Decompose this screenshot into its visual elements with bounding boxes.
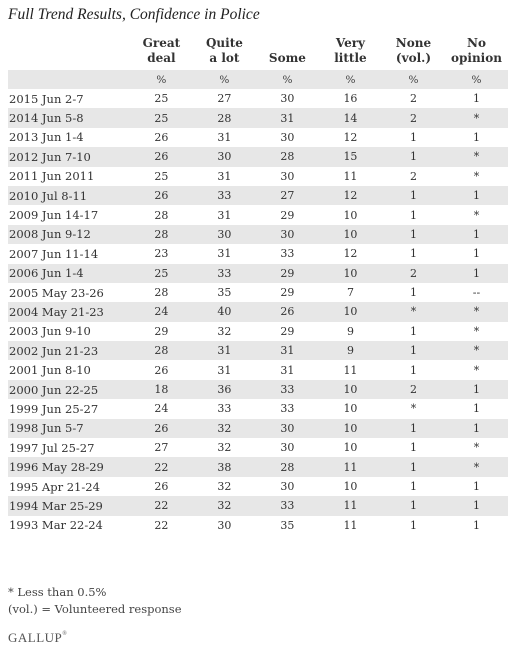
row-value-cell: 1	[409, 286, 417, 300]
row-value-cell: 1	[409, 324, 417, 338]
row-value-cell: 29	[256, 264, 319, 283]
row-value-cell: 10	[343, 480, 358, 493]
row-value-cell: 31	[217, 247, 232, 261]
row-date-label: 2004 May 21-23	[8, 302, 130, 321]
row-value-cell: 11	[343, 169, 358, 183]
table-row	[8, 89, 508, 108]
row-value-cell: 10	[343, 208, 358, 222]
header-no-opinion	[445, 36, 508, 70]
table-row	[8, 225, 508, 244]
row-value-cell: 29	[154, 324, 169, 338]
row-date-label: 2013 Jun 1-4	[9, 130, 84, 145]
row-value-cell: 1	[472, 92, 480, 106]
row-value-cell: 30	[280, 130, 295, 144]
row-value-cell: 1	[472, 518, 480, 532]
table-row	[8, 322, 508, 341]
row-value-cell: 1	[382, 225, 445, 244]
row-value-cell: 1	[472, 247, 480, 261]
row-value-cell: 28	[130, 225, 193, 244]
row-value-cell: 1	[409, 247, 417, 261]
row-value-cell: 26	[130, 419, 193, 438]
row-value-cell: 26	[154, 480, 169, 493]
row-date-label: 2012 Jun 7-10	[8, 147, 130, 166]
row-value-cell: 40	[193, 302, 256, 321]
row-value-cell: 1	[472, 480, 480, 493]
row-date-label: 2015 Jun 2-7	[9, 91, 84, 106]
header-line1: Great	[142, 36, 181, 50]
row-value-cell: 30	[217, 518, 232, 532]
row-value-cell: 22	[130, 496, 193, 515]
table-row	[8, 108, 508, 127]
row-value-cell: *	[445, 341, 508, 360]
row-value-cell: *	[445, 302, 508, 321]
row-value-cell: 24	[154, 402, 169, 416]
row-value-cell: 26	[154, 363, 169, 377]
row-value-cell: 1	[382, 496, 445, 515]
row-value-cell: 33	[280, 402, 295, 416]
row-value-cell: 9	[319, 341, 382, 360]
row-value-cell: 1	[409, 130, 417, 144]
row-value-cell: 33	[256, 380, 319, 399]
row-value-cell: 24	[130, 302, 193, 321]
row-date-label: 1994 Mar 25-29	[8, 496, 130, 515]
row-value-cell: 10	[319, 419, 382, 438]
row-value-cell: 1	[382, 147, 445, 166]
row-date-label: 2010 Jul 8-11	[8, 186, 130, 205]
row-value-cell: 38	[193, 457, 256, 476]
row-value-cell: 25	[130, 264, 193, 283]
row-value-cell: 30	[280, 92, 295, 106]
row-value-cell: 15	[319, 147, 382, 166]
row-value-cell: 31	[217, 363, 232, 377]
row-date-label: 2001 Jun 8-10	[9, 363, 91, 378]
row-value-cell: 33	[256, 496, 319, 515]
units-cell: %	[130, 70, 193, 89]
row-value-cell: *	[382, 302, 445, 321]
row-date-label: 2007 Jun 11-14	[9, 246, 99, 261]
row-value-cell: 26	[130, 147, 193, 166]
row-value-cell: *	[445, 147, 508, 166]
row-value-cell: 12	[319, 186, 382, 205]
row-value-cell: 2	[409, 92, 417, 106]
row-value-cell: 31	[280, 363, 295, 377]
row-value-cell: 28	[130, 341, 193, 360]
table-row	[8, 128, 508, 147]
row-value-cell: 1	[409, 518, 417, 532]
table-row	[8, 399, 508, 418]
header-very-little	[319, 36, 382, 70]
table-row	[8, 147, 508, 166]
row-value-cell: 33	[193, 264, 256, 283]
row-value-cell: --	[472, 286, 481, 300]
header-line2: opinion	[451, 51, 502, 65]
row-value-cell: 27	[256, 186, 319, 205]
row-value-cell: 31	[217, 208, 232, 222]
row-value-cell: 12	[343, 247, 358, 261]
row-value-cell: 28	[256, 457, 319, 476]
row-value-cell: 23	[154, 247, 169, 261]
row-value-cell: *	[410, 402, 417, 416]
row-value-cell: 10	[319, 225, 382, 244]
header-label-blank	[8, 36, 130, 70]
row-value-cell: 25	[130, 108, 193, 127]
row-date-label: 1995 Apr 21-24	[9, 479, 100, 494]
row-value-cell: 11	[319, 457, 382, 476]
row-value-cell: *	[445, 457, 508, 476]
row-value-cell: 16	[343, 92, 358, 106]
row-value-cell: 11	[319, 496, 382, 515]
units-cell	[8, 70, 130, 89]
table-row	[8, 496, 508, 515]
table-title: Full Trend Results, Confidence in Police	[8, 6, 260, 23]
table-row	[8, 438, 508, 457]
row-value-cell: 30	[280, 441, 295, 455]
footnote-less-than: * Less than 0.5%	[8, 585, 107, 599]
row-value-cell: 14	[319, 108, 382, 127]
row-value-cell: 26	[130, 186, 193, 205]
row-value-cell: 1	[445, 380, 508, 399]
header-line2: Some	[268, 51, 306, 65]
header-line2: deal	[147, 51, 176, 65]
row-value-cell: 30	[256, 419, 319, 438]
table-header	[8, 36, 508, 70]
row-value-cell: 28	[154, 208, 169, 222]
footnote-volunteered: (vol.) = Volunteered response	[8, 602, 182, 616]
header-row	[8, 36, 508, 70]
row-value-cell: 27	[154, 441, 169, 455]
units-cell: %	[193, 70, 256, 89]
header-great-deal	[130, 36, 193, 70]
header-line1: None	[395, 36, 432, 50]
row-value-cell: *	[473, 441, 480, 455]
row-value-cell: 18	[130, 380, 193, 399]
row-value-cell: 36	[193, 380, 256, 399]
row-value-cell: 11	[343, 518, 358, 532]
row-date-label: 2005 May 23-26	[9, 285, 104, 300]
table-row	[8, 244, 508, 263]
row-date-label: 2000 Jun 22-25	[8, 380, 130, 399]
row-value-cell: 25	[154, 92, 169, 106]
header-none-vol	[382, 36, 445, 70]
row-value-cell: 1	[382, 186, 445, 205]
row-value-cell: 22	[154, 518, 169, 532]
row-date-label: 1998 Jun 5-7	[8, 419, 130, 438]
row-value-cell: 26	[256, 302, 319, 321]
row-value-cell: 30	[256, 225, 319, 244]
row-value-cell: 10	[319, 264, 382, 283]
row-value-cell: 1	[409, 208, 417, 222]
table-row	[8, 380, 508, 399]
row-value-cell: 1	[382, 341, 445, 360]
logo-text: GALLUP	[8, 630, 63, 645]
row-value-cell: 2	[382, 108, 445, 127]
row-date-label: 2006 Jun 1-4	[8, 264, 130, 283]
units-cell: %	[445, 70, 508, 89]
header-line1: Quite	[205, 36, 243, 50]
row-value-cell: 33	[217, 402, 232, 416]
row-value-cell: 26	[154, 130, 169, 144]
table-row	[8, 283, 508, 302]
units-cell: %	[382, 70, 445, 89]
row-value-cell: 29	[280, 286, 295, 300]
header-line2: a lot	[209, 51, 240, 65]
row-value-cell: 1	[409, 480, 417, 493]
header-line1: No	[466, 36, 486, 50]
row-value-cell: 28	[154, 286, 169, 300]
row-value-cell: 30	[193, 225, 256, 244]
row-value-cell: 25	[154, 169, 169, 183]
row-value-cell: 31	[256, 108, 319, 127]
row-value-cell: 31	[256, 341, 319, 360]
row-value-cell: *	[473, 169, 480, 183]
row-value-cell: 1	[472, 402, 480, 416]
row-value-cell: *	[445, 108, 508, 127]
row-value-cell: 1	[409, 363, 417, 377]
row-value-cell: 1	[409, 441, 417, 455]
row-value-cell: 1	[382, 457, 445, 476]
table-row	[8, 477, 508, 496]
row-value-cell: 9	[346, 324, 354, 338]
units-cell: %	[256, 70, 319, 89]
row-value-cell: 28	[193, 108, 256, 127]
row-date-label: 1997 Jul 25-27	[9, 440, 95, 455]
registered-mark: ®	[62, 631, 68, 637]
units-row	[8, 70, 508, 89]
row-value-cell: 32	[193, 496, 256, 515]
row-value-cell: 1	[472, 130, 480, 144]
table-row	[8, 302, 508, 321]
footnotes	[8, 584, 182, 618]
table-body	[8, 70, 508, 535]
row-value-cell: 1	[445, 496, 508, 515]
row-date-label: 2009 Jun 14-17	[9, 208, 99, 223]
row-value-cell: 30	[280, 480, 295, 493]
row-value-cell: 10	[343, 402, 358, 416]
row-value-cell: 30	[280, 169, 295, 183]
table-row	[8, 186, 508, 205]
row-value-cell: 27	[217, 92, 232, 106]
row-value-cell: *	[473, 363, 480, 377]
row-date-label: 1996 May 28-29	[8, 457, 130, 476]
row-value-cell: 11	[343, 363, 358, 377]
row-value-cell: 29	[280, 324, 295, 338]
row-date-label: 2014 Jun 5-8	[8, 108, 130, 127]
units-cell: %	[319, 70, 382, 89]
row-value-cell: *	[473, 324, 480, 338]
row-value-cell: 31	[217, 169, 232, 183]
row-date-label: 1993 Mar 22-24	[9, 518, 103, 533]
row-value-cell: 2	[409, 169, 417, 183]
row-date-label: 2008 Jun 9-12	[8, 225, 130, 244]
row-value-cell: 30	[193, 147, 256, 166]
row-value-cell: 1	[445, 225, 508, 244]
row-value-cell: 1	[445, 419, 508, 438]
table-row	[8, 360, 508, 379]
table-row	[8, 205, 508, 224]
row-value-cell: 1	[445, 186, 508, 205]
table-row	[8, 167, 508, 186]
row-value-cell: 10	[343, 441, 358, 455]
row-value-cell: *	[473, 208, 480, 222]
gallup-logo	[8, 630, 67, 646]
row-value-cell: 35	[280, 518, 295, 532]
row-value-cell: 35	[217, 286, 232, 300]
table-row	[8, 457, 508, 476]
row-value-cell: 7	[346, 286, 354, 300]
row-value-cell: 10	[319, 380, 382, 399]
row-date-label: 2002 Jun 21-23	[8, 341, 130, 360]
row-value-cell: 2	[382, 380, 445, 399]
row-value-cell: 22	[130, 457, 193, 476]
row-value-cell: 12	[343, 130, 358, 144]
row-value-cell: 10	[319, 302, 382, 321]
table-row	[8, 419, 508, 438]
row-value-cell: 31	[193, 341, 256, 360]
row-value-cell: 31	[217, 130, 232, 144]
row-date-label: 2011 Jun 2011	[9, 169, 95, 184]
row-date-label: 2003 Jun 9-10	[9, 324, 91, 339]
row-value-cell: 33	[193, 186, 256, 205]
header-some	[256, 36, 319, 70]
header-line1: Very	[335, 36, 366, 50]
row-value-cell: 32	[193, 419, 256, 438]
trend-table	[8, 36, 508, 535]
row-value-cell: 29	[280, 208, 295, 222]
header-line2: little	[334, 51, 367, 65]
row-value-cell: 32	[217, 441, 232, 455]
row-value-cell: 32	[217, 480, 232, 493]
header-line2: (vol.)	[395, 51, 431, 65]
row-value-cell: 33	[280, 247, 295, 261]
table-row	[8, 516, 508, 535]
row-value-cell: 1	[382, 419, 445, 438]
row-value-cell: 28	[256, 147, 319, 166]
header-quite-a-lot	[193, 36, 256, 70]
row-value-cell: 1	[445, 264, 508, 283]
row-date-label: 1999 Jun 25-27	[9, 401, 99, 416]
row-value-cell: 32	[217, 324, 232, 338]
table-row	[8, 341, 508, 360]
row-value-cell: 2	[382, 264, 445, 283]
table-row	[8, 264, 508, 283]
